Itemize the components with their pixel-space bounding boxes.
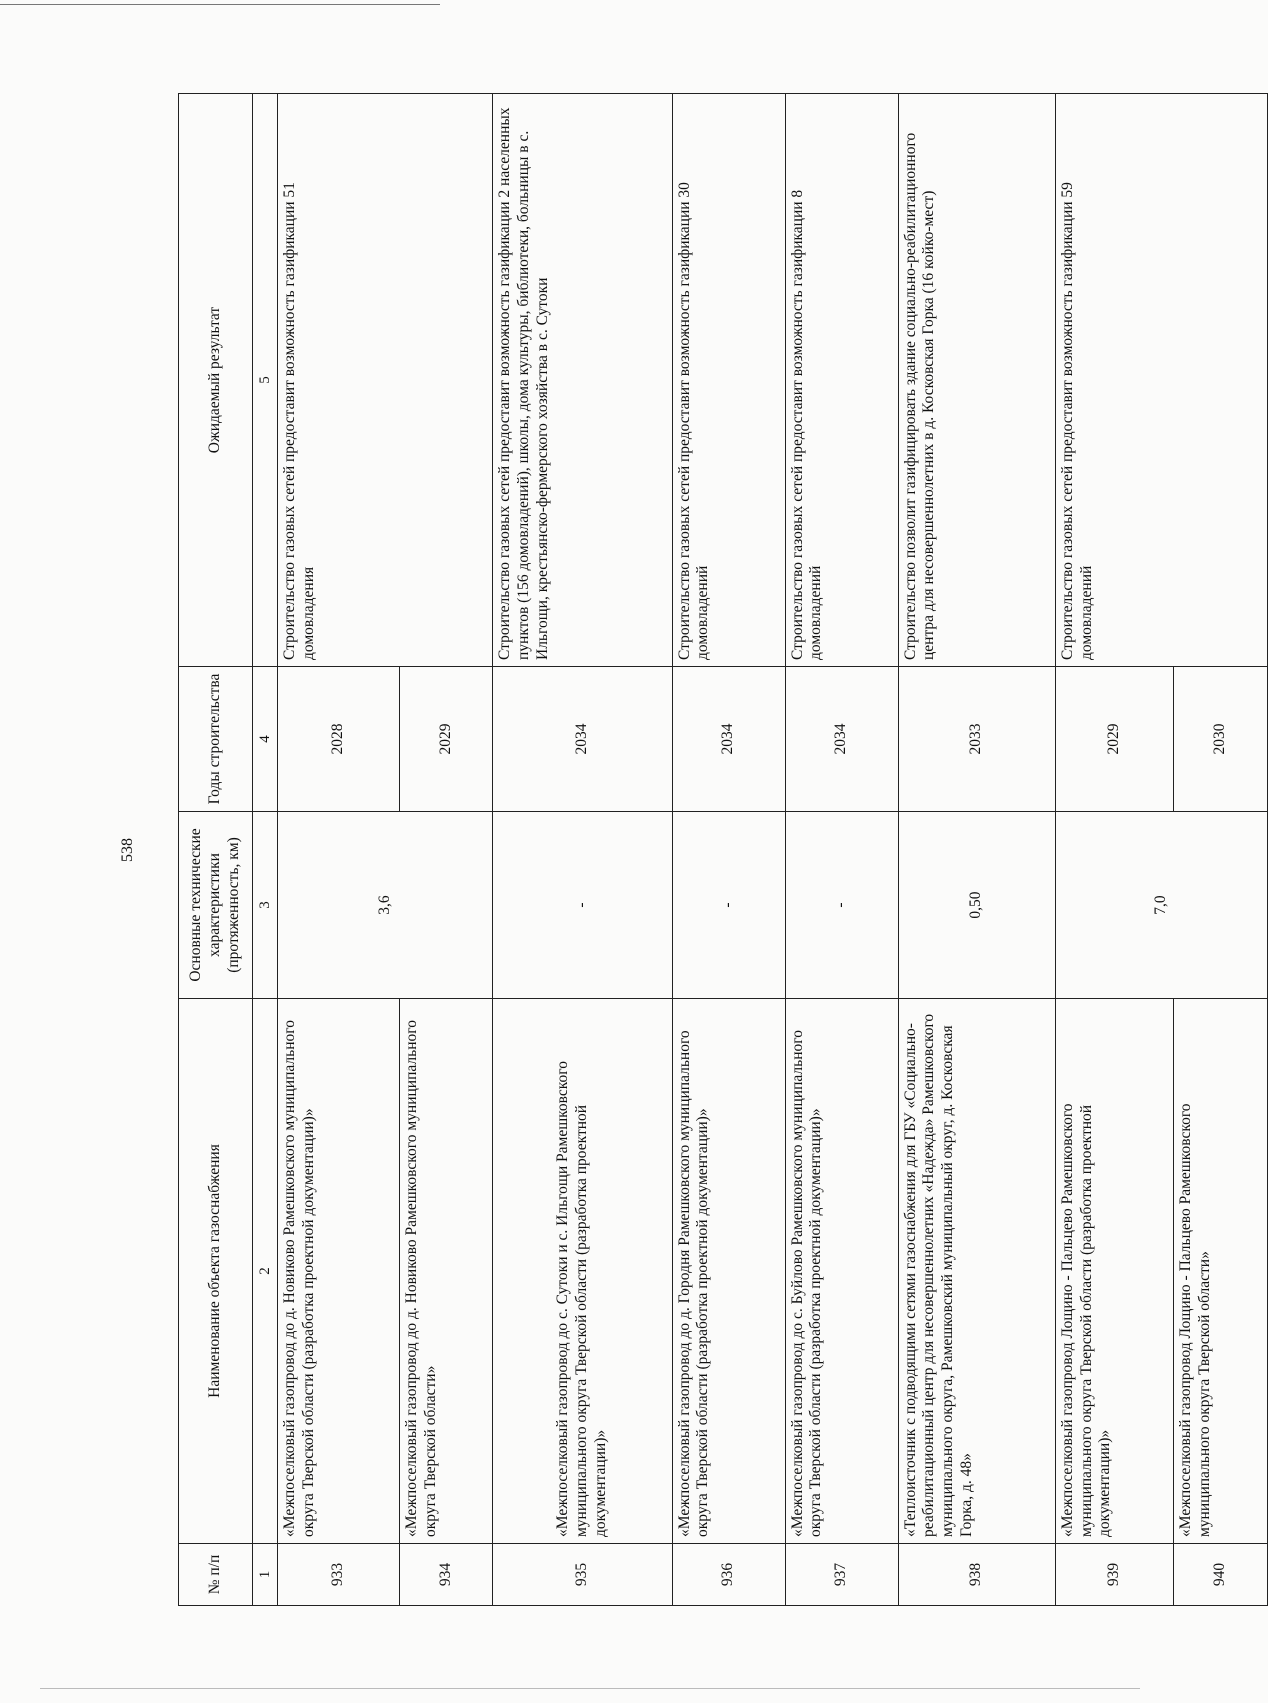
expected-result: Строительство позволит газифицировать здание социально-реабилитационного центра для несовершеннолетних в д. Косковская Горка (16 койко-мест) (898, 94, 1055, 667)
expected-result: Строительство газовых сетей предоставит возможность газификации 59 домовладений (1055, 94, 1267, 667)
object-name: «Межпоселковый газопровод Лощино - Пальцево Рамешковского муниципального округа Тверской области» (1174, 999, 1268, 1544)
object-name: «Межпоселковый газопровод Лощино - Пальцево Рамешковского муниципального округа Тверской области (разработка проектной документации)» (1055, 999, 1174, 1544)
column-number-row (253, 94, 278, 1606)
row-number: 934 (399, 1544, 493, 1606)
object-name: «Межпоселковый газопровод до с. Сутоки и с. Ильгощи Рамешковского муниципального округа Тверской области (разработка проектной документации)» (493, 999, 672, 1544)
object-name: «Межпоселковый газопровод до с. Буйлово Рамешковского муниципального округа Тверской области (разработка проектной документации)» (785, 999, 898, 1544)
column-number: 3 (253, 812, 278, 999)
header-num: № п/п (179, 1544, 253, 1606)
tech-length: - (785, 812, 898, 999)
expected-result: Строительство газовых сетей предоставит возможность газификации 51 домовладения (278, 94, 493, 667)
construction-years: 2029 (1055, 667, 1174, 812)
construction-years: 2033 (898, 667, 1055, 812)
table-row (898, 94, 1055, 1606)
column-number: 5 (253, 94, 278, 667)
construction-years: 2034 (785, 667, 898, 812)
tech-length: 0,50 (898, 812, 1055, 999)
row-number: 940 (1174, 1544, 1268, 1606)
expected-result: Строительство газовых сетей предоставит возможность газификации 2 населенных пунктов (156 домовладений), школы, дома культуры, библиотеки, больницы в с. Ильгощи, крестьянско-фермерского хозяйства в с. Сутоки (493, 94, 672, 667)
object-name: «Теплоисточник с подводящими сетями газоснабжения для ГБУ «Социально-реабилитационный центр для несовершеннолетних «Надежда» Рамешковского муниципального округа, Рамешковский муниципальный округ, д. Косковская Горка, д. 48» (898, 999, 1055, 1544)
tech-length: - (493, 812, 672, 999)
row-number: 936 (672, 1544, 785, 1606)
construction-years: 2029 (399, 667, 493, 812)
column-number: 4 (253, 667, 278, 812)
object-name: «Межпоселковый газопровод до д. Новиково Рамешковского муниципального округа Тверской области (разработка проектной документации)» (278, 999, 399, 1544)
row-number: 938 (898, 1544, 1055, 1606)
gas-supply-table (178, 93, 1268, 1606)
tech-length: 7,0 (1055, 812, 1267, 999)
table-row (1055, 94, 1174, 1606)
table-row (672, 94, 785, 1606)
tech-length: 3,6 (278, 812, 493, 999)
row-number: 933 (278, 1544, 399, 1606)
object-name: «Межпоселковый газопровод до д. Новиково Рамешковского муниципального округа Тверской области» (399, 999, 493, 1544)
header-name: Наименование объекта газоснабжения (179, 999, 253, 1544)
table-row (278, 94, 399, 1606)
construction-years: 2030 (1174, 667, 1268, 812)
table-row (785, 94, 898, 1606)
page-number: 538 (119, 838, 136, 862)
row-number: 939 (1055, 1544, 1174, 1606)
header-result: Ожидаемый результат (179, 94, 253, 667)
table-row (493, 94, 672, 1606)
construction-years: 2034 (672, 667, 785, 812)
table-stage (178, 94, 1268, 1606)
header-years: Годы строительства (179, 667, 253, 812)
column-number: 2 (253, 999, 278, 1544)
tech-length: - (672, 812, 785, 999)
construction-years: 2034 (493, 667, 672, 812)
row-number: 937 (785, 1544, 898, 1606)
scan-edge-line (0, 4, 440, 5)
expected-result: Строительство газовых сетей предоставит возможность газификации 30 домовладений (672, 94, 785, 667)
expected-result: Строительство газовых сетей предоставит возможность газификации 8 домовладений (785, 94, 898, 667)
construction-years: 2028 (278, 667, 399, 812)
row-number: 935 (493, 1544, 672, 1606)
column-number: 1 (253, 1544, 278, 1606)
object-name: «Межпоселковый газопровод до д. Городня Рамешковского муниципального округа Тверской области (разработка проектной документации)» (672, 999, 785, 1544)
scan-edge-line (40, 1688, 1140, 1689)
header-tech: Основные технические характеристики (протяженность, км) (179, 812, 253, 999)
